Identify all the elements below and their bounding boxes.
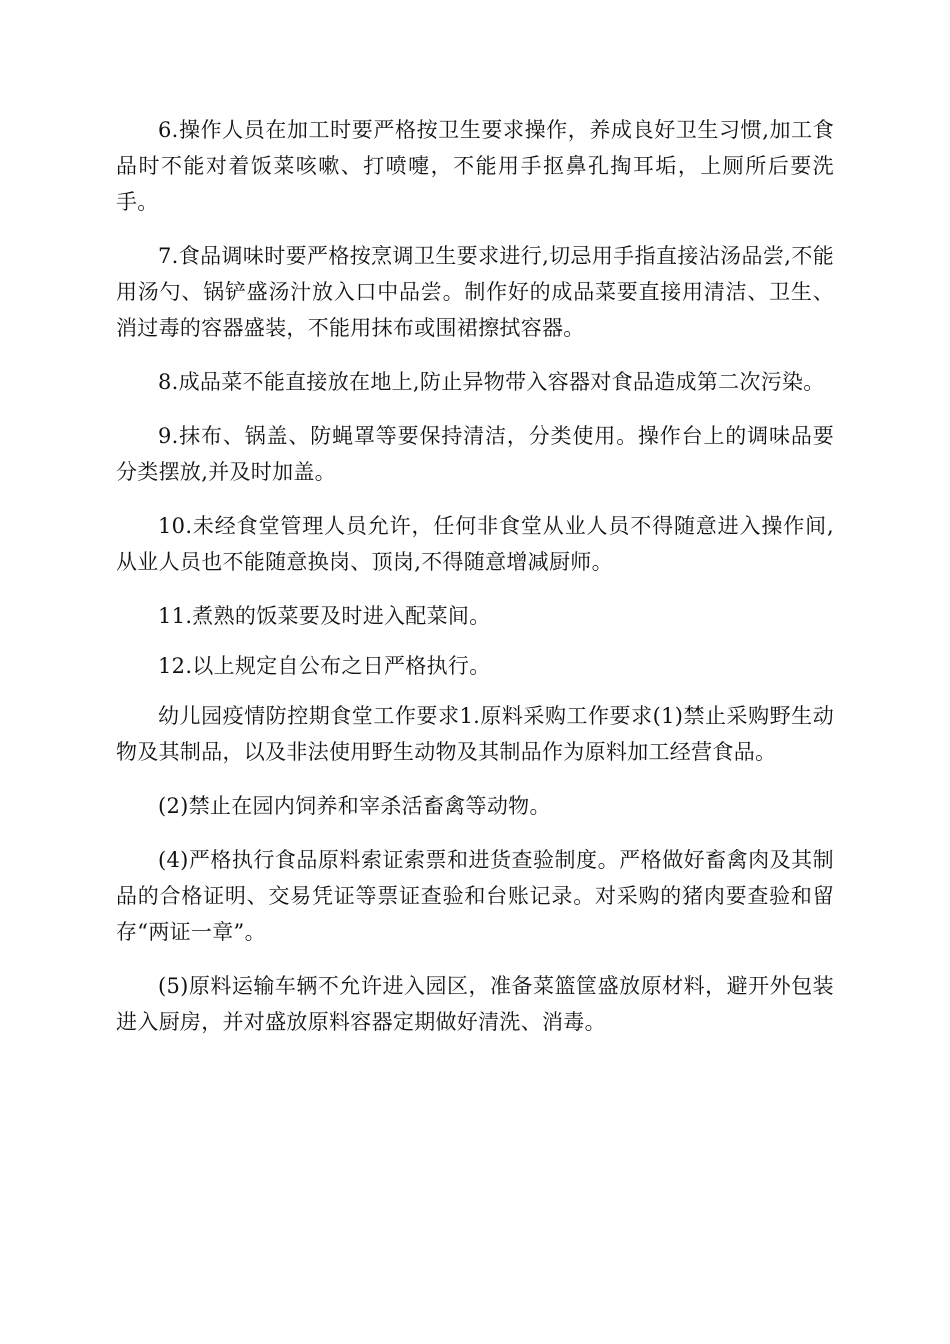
paragraph-item-4: (4)严格执行食品原料索证索票和进货查验制度。严格做好畜禽肉及其制品的合格证明、交易凭证等票证查验和台账记录。对采购的猪肉要查验和留存“两证一章”。 [116, 848, 834, 944]
paragraph-rule-8: 8.成品菜不能直接放在地上,防止异物带入容器对食品造成第二次污染。 [158, 370, 825, 394]
paragraph-rule-6: 6.操作人员在加工时要严格按卫生要求操作，养成良好卫生习惯,加工食品时不能对着饭菜咳嗽、打喷嚏，不能用手抠鼻孔掏耳垢，上厕所后要洗手。 [116, 118, 834, 214]
paragraph-rule-11: 11.煮熟的饭菜要及时进入配菜间。 [158, 604, 491, 628]
paragraph-item-2: (2)禁止在园内饲养和宰杀活畜禽等动物。 [158, 794, 551, 818]
paragraph-epidemic-requirements: 幼儿园疫情防控期食堂工作要求1.原料采购工作要求(1)禁止采购野生动物及其制品，以及非法使用野生动物及其制品作为原料加工经营食品。 [116, 704, 834, 764]
paragraph-rule-7: 7.食品调味时要严格按烹调卫生要求进行,切忌用手指直接沾汤品尝,不能用汤勺、锅铲盛汤汁放入口中品尝。制作好的成品菜要直接用清洁、卫生、消过毒的容器盛装，不能用抹布或围裙擦拭容器。 [116, 244, 834, 340]
paragraph-rule-9: 9.抹布、锅盖、防蝇罩等要保持清洁，分类使用。操作台上的调味品要分类摆放,并及时加盖。 [116, 424, 834, 484]
document-body [116, 112, 834, 1058]
paragraph-item-5: (5)原料运输车辆不允许进入园区，准备菜篮筐盛放原材料，避开外包装进入厨房，并对盛放原料容器定期做好清洗、消毒。 [116, 974, 834, 1034]
paragraph-rule-12: 12.以上规定自公布之日严格执行。 [158, 654, 491, 678]
paragraph-rule-10: 10.未经食堂管理人员允许，任何非食堂从业人员不得随意进入操作间,从业人员也不能随意换岗、顶岗,不得随意增减厨师。 [116, 514, 834, 574]
